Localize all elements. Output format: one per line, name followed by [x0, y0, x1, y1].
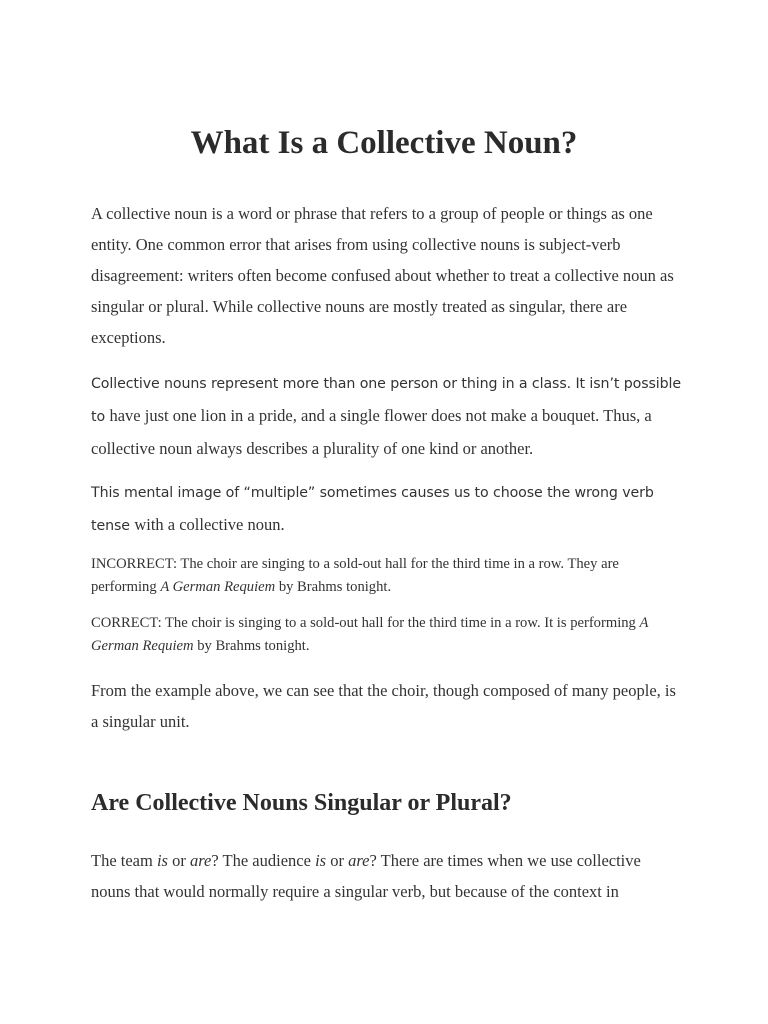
- example-correct-text: CORRECT: The choir is singing to a sold-out hall for the third time in a row. It is performing: [91, 615, 636, 631]
- paragraph-plurality-rest: have just one lion in a pride, and a single flower does not make a bouquet. Thus, a collective noun always describes a plurality of one kind or another.: [91, 406, 652, 458]
- example-incorrect-end: by Brahms tonight.: [278, 579, 392, 595]
- section-heading: Are Collective Nouns Singular or Plural?: [91, 790, 512, 816]
- p5-is-1: is: [156, 851, 168, 870]
- p5-part-b: ? The audience: [211, 851, 311, 870]
- example-correct-end: by Brahms tonight.: [197, 638, 310, 654]
- paragraph-plurality-lead: Collective nouns represent more than one person or thing in a class. It isn’t possible to: [91, 376, 682, 425]
- example-incorrect-text: INCORRECT: The choir are singing to a sold-out hall for the third time in a row. They are performing: [91, 556, 619, 595]
- example-incorrect: [91, 553, 681, 599]
- p5-part-c: ? There are times when we use collective nouns that would normally require a singular verb, but because of the context in: [91, 851, 641, 901]
- p5-part-a: The team: [91, 851, 153, 870]
- paragraph-mental-image-rest: with a collective noun.: [134, 515, 285, 534]
- paragraph-definition: A collective noun is a word or phrase that refers to a group of people or things as one entity. One common error that arises from using collective nouns is subject-verb disagreement: writers often become confused about whether to treat a collective noun as singular or plural. While collective nouns are mostly treated as singular, there are exceptions.: [91, 204, 674, 347]
- p5-are-1: are: [189, 851, 212, 870]
- page-title: What Is a Collective Noun?: [190, 125, 578, 161]
- paragraph-mental-image: [91, 478, 681, 542]
- paragraph-team-audience: [91, 845, 681, 907]
- paragraph-singular-unit: From the example above, we can see that the choir, though composed of many people, is a singular unit.: [91, 681, 676, 731]
- p5-or-2: or: [330, 851, 344, 870]
- paragraph-mental-image-lead: This mental image of “multiple” sometimes causes us to choose the wrong verb tense: [91, 485, 654, 534]
- example-correct-work-title: A German Requiem: [91, 615, 649, 654]
- p5-is-2: is: [315, 851, 327, 870]
- paragraph-plurality: [91, 369, 681, 466]
- p5-or-1: or: [172, 851, 186, 870]
- example-incorrect-work-title: A German Requiem: [160, 579, 276, 595]
- p5-are-2: are: [348, 851, 370, 870]
- example-correct: [91, 612, 681, 658]
